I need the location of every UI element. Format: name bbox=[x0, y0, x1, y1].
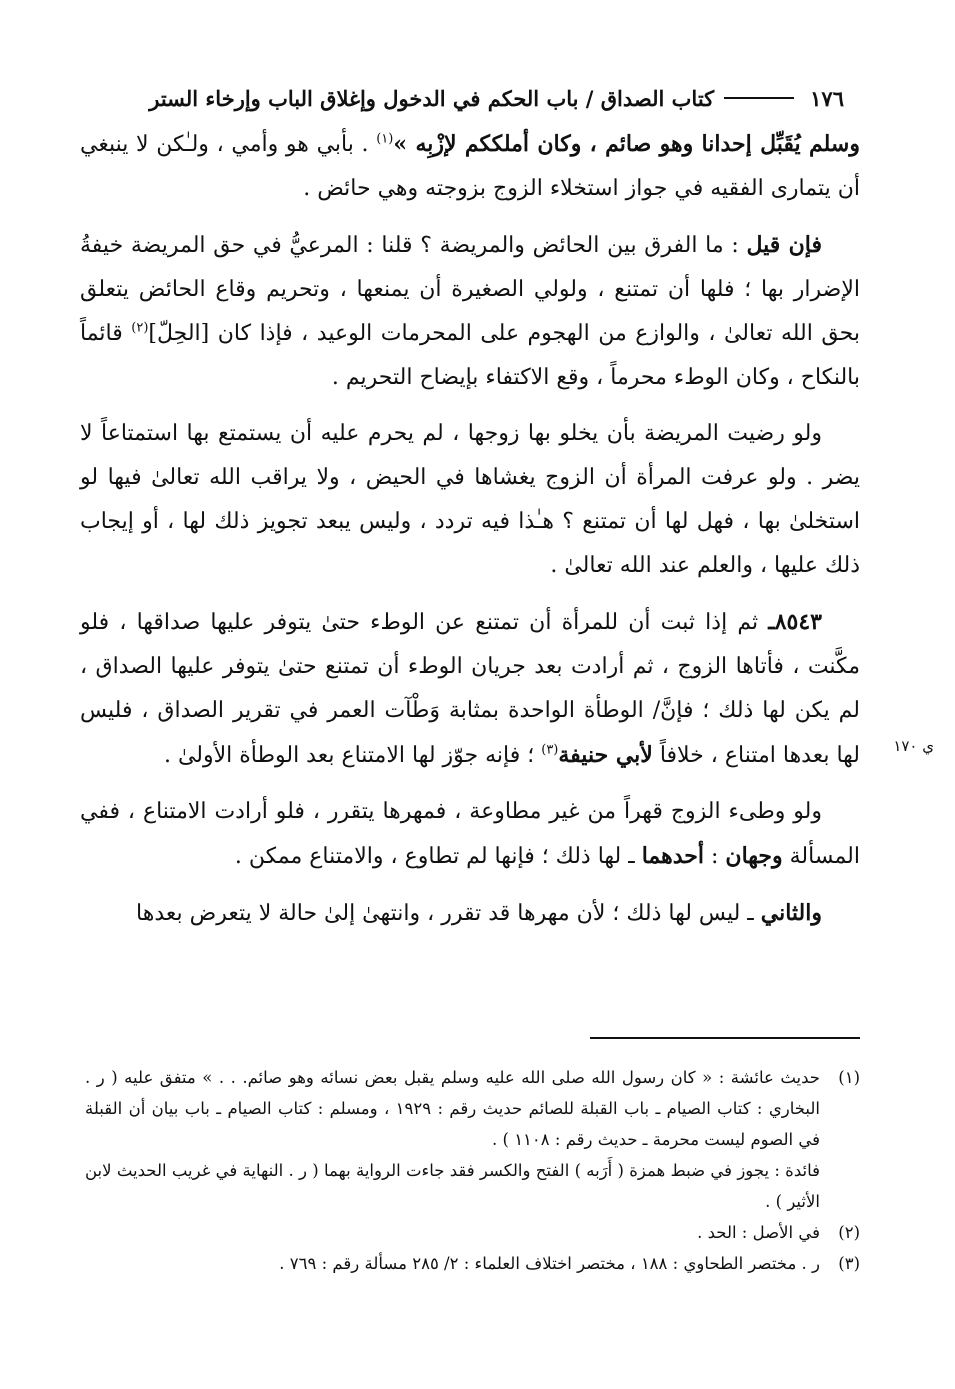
header-dash bbox=[724, 97, 794, 99]
p1-text-a: وسلم bbox=[800, 131, 860, 157]
paragraph-2 bbox=[80, 223, 860, 400]
footnote-3 bbox=[85, 1248, 860, 1279]
p4-text-a: ثم إذا ثبت أن للمرأة أن تمتنع عن الوطء حتىٰ يتوفر عليها صداقها ، فلو مكَّنت ، فأتاها الزوج ، ثم أرادت بعد جريان الوطء أن تمتنع حتىٰ يتوفر عليها الصداق ، لم يكن لها ذلك ؛ فإنَّ/ الوطأة الواحدة بمثابة وَطْآت العمر في تقرير الصداق ، فليس لها بعدها امتناع ، خلافاً bbox=[80, 610, 860, 768]
p5-bold-b: أحدهما bbox=[641, 843, 704, 869]
paragraph-6 bbox=[80, 891, 860, 936]
p4-text-b: ؛ فإنه جوّز لها الامتناع بعد الوطأة الأولىٰ . bbox=[163, 743, 542, 768]
footnote-ref-2: (٢) bbox=[131, 320, 149, 336]
page-number: ١٧٦ bbox=[810, 85, 844, 111]
footnote-ref-3: (٣) bbox=[541, 742, 559, 758]
paragraph-4 bbox=[80, 600, 860, 778]
p6-text: ـ ليس لها ذلك ؛ لأن مهرها قد تقرر ، وانتهىٰ إلىٰ حالة لا يتعرض بعدها bbox=[136, 901, 761, 926]
paragraph-5 bbox=[80, 790, 860, 879]
p2-text-b: قائماً بالنكاح ، وكان الوطء محرماً ، وقع الاكتفاء بإيضاح التحريم . bbox=[80, 321, 860, 390]
footnote-separator bbox=[590, 1037, 860, 1039]
footnote-text: في الأصل : الحد . bbox=[697, 1223, 820, 1242]
p5-text-b: : bbox=[704, 844, 726, 869]
running-title: كتاب الصداق / باب الحكم في الدخول وإغلاق الباب وإرخاء الستر bbox=[149, 85, 715, 111]
footnote-1 bbox=[85, 1062, 860, 1155]
footnote-2 bbox=[85, 1217, 860, 1248]
p1-text-d: . بأبي هو وأمي ، ولـٰكن لا ينبغي أن يتمارى الفقيه في جواز استخلاء الزوج بزوجته وهي حائض . bbox=[80, 132, 860, 201]
issue-number: ٨٥٤٣ـ bbox=[768, 609, 822, 635]
footnote-ref-1: (١) bbox=[376, 131, 394, 147]
margin-page-reference: ي ١٧٠ bbox=[893, 737, 934, 755]
p4-name: لأبي حنيفة bbox=[558, 742, 653, 768]
p1-text-b: يُقَبِّل bbox=[760, 131, 801, 157]
paragraph-3 bbox=[80, 412, 860, 588]
page-header bbox=[80, 78, 844, 118]
footnote-number: (٢) bbox=[838, 1223, 860, 1242]
p6-bold: والثاني bbox=[760, 900, 822, 926]
p2-text-a: : ما الفرق بين الحائض والمريضة ؟ قلنا : المرعيُّ في حق المريضة خيفةُ الإضرار بها ؛ فلها أن تمتنع ، ولولي الصغيرة أن يمنعها ، وتحريم وقاع الحائض يتعلق بحق الله تعالىٰ ، والوازع من الهجوم على المحرمات الوعيد ، فإذا كان [الحِلّ] bbox=[80, 233, 860, 346]
paragraph-1 bbox=[80, 122, 860, 211]
footnote-text: ر . مختصر الطحاوي : ١٨٨ ، مختصر اختلاف العلماء : ٢/ ٢٨٥ مسألة رقم : ٧٦٩ . bbox=[279, 1254, 820, 1273]
footnote-text: فائدة : يجوز في ضبط همزة ( أَرَبه ) الفتح والكسر فقد جاءت الرواية بهما ( ر . النهاية في غريب الحديث لابن الأثير ) . bbox=[85, 1161, 820, 1211]
p5-text-c: ـ لها ذلك ؛ فإنها لم تطاوع ، والامتناع ممكن . bbox=[234, 844, 642, 869]
footnote-number: (١) bbox=[838, 1068, 860, 1087]
footnote-number: (٣) bbox=[838, 1254, 860, 1273]
footnotes bbox=[85, 1062, 860, 1279]
p2-lead: فإن قيل bbox=[746, 232, 822, 258]
p5-bold-a: وجهان bbox=[725, 843, 783, 869]
p5-text-a: ولو وطىء الزوج قهراً من غير مطاوعة ، فمهرها يتقرر ، فلو أرادت الامتناع ، ففي المسألة bbox=[80, 799, 860, 869]
p3-text: ولو رضيت المريضة بأن يخلو بها زوجها ، لم يحرم عليه أن يستمتع بها استمتاعاً لا يضر . ولو عرفت المرأة أن الزوج يغشاها في الحيض ، ولا يراقب الله تعالىٰ فيها لو استخلىٰ بها ، فهل لها أن تمتنع ؟ هـٰذا فيه تردد ، وليس يبعد تجويز ذلك لها ، أو إيجاب ذلك عليها ، والعلم عند الله تعالىٰ . bbox=[80, 421, 860, 578]
footnote-text: حديث عائشة : « كان رسول الله صلى الله عليه وسلم يقبل بعض نسائه وهو صائم. . . » متفق عليه ( ر . البخاري : كتاب الصيام ـ باب القبلة للصائم حديث رقم : ١٩٢٩ ، ومسلم : كتاب الصيام ـ باب بيان أن القبلة في الصوم ليست محرمة ـ حديث رقم : ١١٠٨ ) . bbox=[85, 1068, 821, 1149]
p1-text-c: إحدانا وهو صائم ، وكان أملككم لإزْبِه » bbox=[393, 131, 761, 157]
footnote-1-note bbox=[85, 1155, 860, 1217]
main-text bbox=[80, 122, 860, 948]
